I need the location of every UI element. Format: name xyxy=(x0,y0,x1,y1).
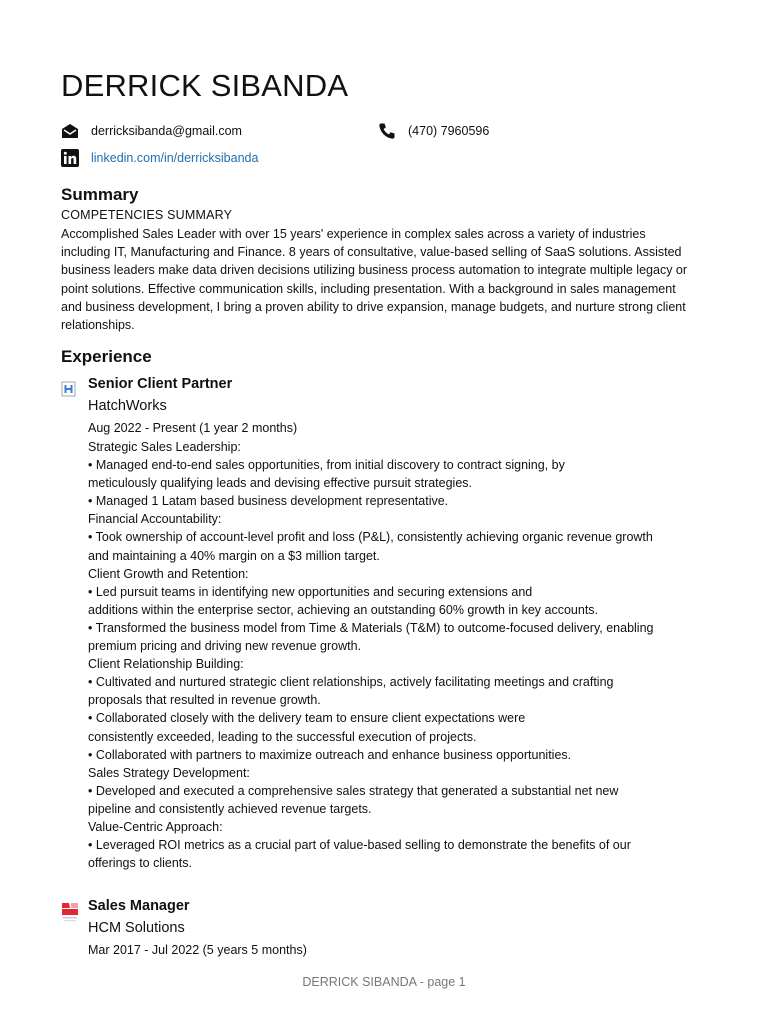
phone-text[interactable]: (470) 7960596 xyxy=(408,124,490,138)
email-contact xyxy=(61,122,242,140)
detail-line: • Cultivated and nurtured strategic client relationships, actively facilitating meetings and crafting xyxy=(88,675,614,690)
detail-line: pipeline and consistently achieved revenue targets. xyxy=(88,801,372,816)
summary-line: point solutions. Effective communication skills, including presentation. With a background in sales management xyxy=(61,281,676,296)
summary-body xyxy=(61,225,701,334)
summary-subtitle: COMPETENCIES SUMMARY xyxy=(61,208,233,222)
summary-heading: Summary xyxy=(61,185,139,204)
linkedin-link[interactable]: linkedin.com/in/derricksibanda xyxy=(91,151,259,165)
phone-icon xyxy=(378,122,396,140)
job-title: Senior Client Partner xyxy=(88,376,233,392)
hcm-logo-icon xyxy=(61,902,77,920)
experience-heading: Experience xyxy=(61,347,152,366)
candidate-name: DERRICK SIBANDA xyxy=(61,68,349,103)
phone-contact xyxy=(378,122,489,140)
detail-line: Client Relationship Building: xyxy=(88,657,244,672)
company-name: HCM Solutions xyxy=(88,920,185,936)
job-details xyxy=(88,438,688,872)
detail-line: Value-Centric Approach: xyxy=(88,819,223,834)
detail-line: • Led pursuit teams in identifying new opportunities and securing extensions and xyxy=(88,584,533,599)
linkedin-icon xyxy=(61,149,79,167)
summary-line: including IT, Manufacturing and Finance. 8 years of consultative, value-based selling of SaaS solutions. Assisted xyxy=(61,245,682,260)
job-dates: Mar 2017 - Jul 2022 (5 years 5 months) xyxy=(88,943,307,957)
detail-line: consistently exceeded, leading to the successful execution of projects. xyxy=(88,729,477,744)
detail-line: offerings to clients. xyxy=(88,856,192,871)
detail-line: Sales Strategy Development: xyxy=(88,765,250,780)
detail-line: • Collaborated with partners to maximize outreach and enhance business opportunities. xyxy=(88,747,572,762)
detail-line: premium pricing and driving new revenue growth. xyxy=(88,639,362,654)
detail-line: • Developed and executed a comprehensive sales strategy that generated a substantial net new xyxy=(88,783,619,798)
detail-line: • Leveraged ROI metrics as a crucial part of value-based selling to demonstrate the benefits of our xyxy=(88,838,631,853)
detail-line: proposals that resulted in revenue growth. xyxy=(88,693,321,708)
detail-line: Financial Accountability: xyxy=(88,512,222,527)
detail-line: and maintaining a 40% margin on a $3 million target. xyxy=(88,548,380,563)
detail-line: • Managed end-to-end sales opportunities, from initial discovery to contract signing, by xyxy=(88,458,565,473)
detail-line: • Managed 1 Latam based business development representative. xyxy=(88,494,449,509)
detail-line: • Transformed the business model from Time & Materials (T&M) to outcome-focused delivery, enabling xyxy=(88,620,654,635)
page-footer: DERRICK SIBANDA - page 1 xyxy=(302,975,466,989)
hatchworks-logo-icon xyxy=(61,380,77,398)
email-text[interactable]: derricksibanda@gmail.com xyxy=(91,124,242,138)
summary-line: Accomplished Sales Leader with over 15 years' experience in complex sales across a variety of industries xyxy=(61,227,646,241)
job-title: Sales Manager xyxy=(88,898,190,914)
detail-line: meticulously qualifying leads and devising effective pursuit strategies. xyxy=(88,476,473,491)
detail-line: • Took ownership of account-level profit and loss (P&L), consistently achieving organic revenue growth xyxy=(88,530,653,545)
detail-line: additions within the enterprise sector, achieving an outstanding 60% growth in key accounts. xyxy=(88,602,599,617)
detail-line: Client Growth and Retention: xyxy=(88,566,249,581)
company-name: HatchWorks xyxy=(88,398,167,414)
email-icon xyxy=(61,122,79,140)
detail-line: • Collaborated closely with the delivery team to ensure client expectations were xyxy=(88,711,526,726)
job-dates: Aug 2022 - Present (1 year 2 months) xyxy=(88,421,298,435)
summary-line: business leaders make data driven decisions utilizing business process automation to integrate multiple legacy or xyxy=(61,263,688,278)
summary-line: relationships. xyxy=(61,318,135,333)
detail-line: Strategic Sales Leadership: xyxy=(88,440,241,454)
linkedin-contact xyxy=(61,149,258,167)
summary-line: and business development, I bring a proven ability to drive expansion, manage budgets, and nurture strong client xyxy=(61,299,686,314)
